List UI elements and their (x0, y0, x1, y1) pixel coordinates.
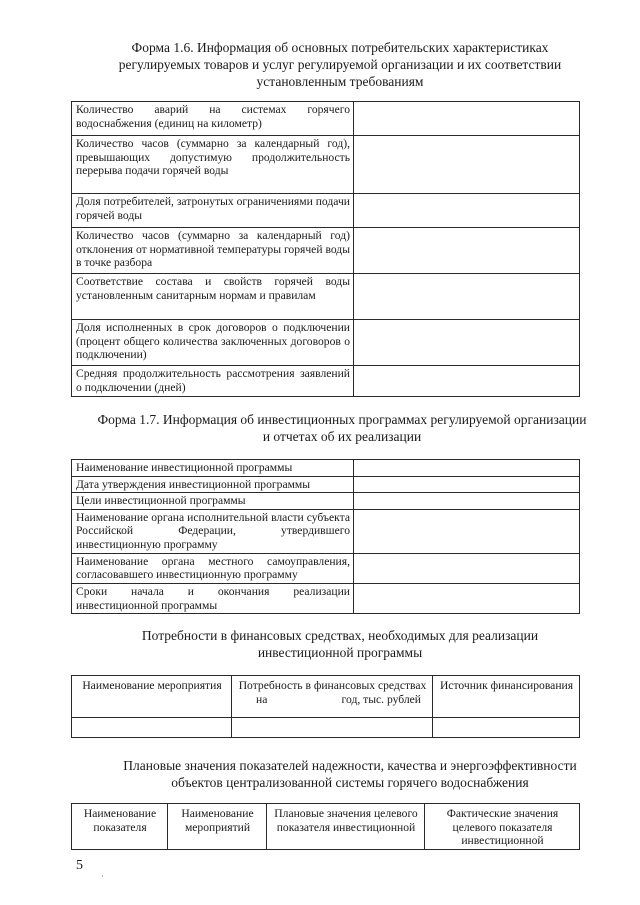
row-value (354, 194, 580, 228)
row-value (354, 493, 580, 510)
row-value (354, 583, 580, 613)
page-number: 5 (76, 858, 83, 873)
table-row (72, 509, 580, 553)
row-value (354, 460, 580, 477)
row-value (354, 553, 580, 583)
header-funding-source: Источник финансирования (433, 676, 580, 718)
row-label: Количество часов (суммарно за календарный год), превышающих допустимую продолжительность перерыва подачи горячей воды (72, 136, 354, 194)
table-row (72, 553, 580, 583)
scan-mark: ¸ (101, 868, 104, 877)
form-1-6-table (71, 101, 580, 397)
financial-needs-title: Потребности в финансовых средствах, необходимых для реализации инвестиционной программы (141, 628, 539, 660)
table-row (72, 460, 580, 477)
table-row (72, 583, 580, 613)
row-value (354, 136, 580, 194)
table-row (72, 274, 580, 320)
financial-needs-table (71, 675, 580, 738)
table-row (72, 136, 580, 194)
row-value (354, 476, 580, 493)
form-1-6-title: Форма 1.6. Информация об основных потребительских характеристиках регулируемых товаров и услуг регулируемой организации и их соответствии установленным требованиям (118, 40, 562, 89)
row-value (354, 102, 580, 136)
empty-cell (433, 718, 580, 738)
header-activities-name: Наименование мероприятий (168, 804, 267, 850)
table-row (72, 194, 580, 228)
row-label: Цели инвестиционной программы (72, 493, 354, 510)
row-label: Наименование органа местного самоуправления, согласовавшего инвестиционную программу (72, 553, 354, 583)
row-value (354, 320, 580, 366)
header-activity-name: Наименование мероприятия (72, 676, 232, 718)
empty-cell (232, 718, 433, 738)
table-row (72, 476, 580, 493)
table-row (72, 366, 580, 397)
row-label: Доля потребителей, затронутых ограничениями подачи горячей воды (72, 194, 354, 228)
table-row (72, 228, 580, 274)
row-label: Количество аварий на системах горячего водоснабжения (единиц на километр) (72, 102, 354, 136)
header-financial-need: Потребность в финансовых средствах на год, тыс. рублей (232, 676, 433, 718)
table-row (72, 718, 580, 738)
row-value (354, 366, 580, 397)
row-value (354, 228, 580, 274)
table-header-row (72, 676, 580, 718)
table-row (72, 320, 580, 366)
indicators-table (71, 803, 580, 850)
row-label: Доля исполненных в срок договоров о подключении (процент общего количества заключенных договоров о подключении) (72, 320, 354, 366)
row-label: Соответствие состава и свойств горячей воды установленным санитарным нормам и правилам (72, 274, 354, 320)
row-label: Средняя продолжительность рассмотрения заявлений о подключении (дней) (72, 366, 354, 397)
table-row (72, 493, 580, 510)
empty-cell (72, 718, 232, 738)
row-label: Дата утверждения инвестиционной программы (72, 476, 354, 493)
header-planned-values: Плановые значения целевого показателя инвестиционной (267, 804, 425, 850)
form-1-7-title: Форма 1.7. Информация об инвестиционных программах регулируемой организации и отчетах об их реализации (97, 412, 587, 444)
row-label: Сроки начала и окончания реализации инвестиционной программы (72, 583, 354, 613)
row-label: Наименование инвестиционной программы (72, 460, 354, 477)
header-indicator-name: Наименование показателя (72, 804, 168, 850)
row-label: Количество часов (суммарно за календарный год) отклонения от нормативной температуры горячей воды в точке разбора (72, 228, 354, 274)
row-label: Наименование органа исполнительной власти субъекта Российской Федерации, утвердившего инвестиционную программу (72, 509, 354, 553)
row-value (354, 509, 580, 553)
table-header-row (72, 804, 580, 850)
form-1-7-table (71, 459, 580, 614)
indicators-title: Плановые значения показателей надежности, качества и энергоэффективности объектов централизованной системы горячего водоснабжения (123, 758, 577, 790)
row-value (354, 274, 580, 320)
table-row (72, 102, 580, 136)
header-actual-values: Фактические значения целевого показателя инвестиционной (425, 804, 580, 850)
